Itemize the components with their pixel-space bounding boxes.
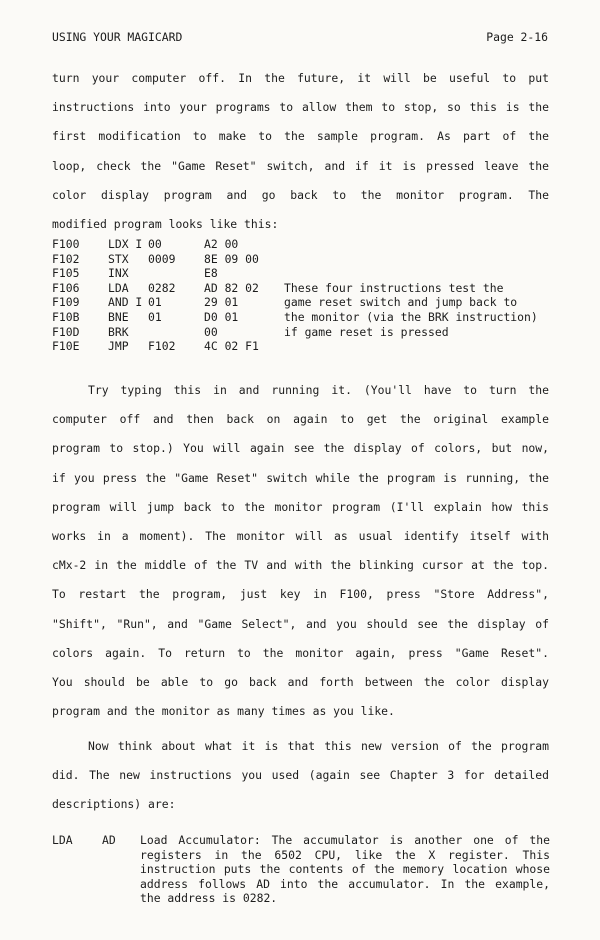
text-line: color display program and go back to the monitor program. The (52, 187, 549, 202)
text-line: did. The new instructions you used (again see Chapter 3 for detailed (52, 768, 549, 783)
text-line: You should be able to go back and forth between the color display (52, 674, 549, 689)
code-address: F105 (52, 266, 80, 281)
definition-mnemonic: LDA (52, 833, 73, 847)
code-hex: D0 01 (204, 309, 239, 324)
code-row (52, 237, 554, 252)
code-address: F10B (52, 309, 80, 324)
paragraph-1 (52, 70, 549, 245)
code-hex: A2 00 (204, 237, 239, 251)
code-note: These four instructions test the (284, 280, 504, 295)
text-line: turn your computer off. In the future, it will be useful to put (52, 71, 549, 85)
code-op: INX (108, 266, 129, 281)
code-arg: 00 (148, 237, 162, 251)
code-address: F100 (52, 237, 80, 251)
code-note (284, 237, 554, 252)
code-address: F10E (52, 339, 80, 354)
code-address: F10D (52, 324, 80, 339)
code-hex: 00 (204, 324, 218, 339)
code-op: LDA (108, 280, 129, 295)
code-op: LDX I (108, 237, 143, 251)
text-line: descriptions) are: (52, 797, 176, 812)
code-note (284, 339, 554, 354)
code-arg (148, 266, 204, 281)
code-op: BNE (108, 309, 129, 324)
text-line: cMx-2 in the middle of the TV and with the blinking cursor at the top. (52, 558, 549, 573)
code-address: F102 (52, 251, 80, 266)
code-note (284, 266, 554, 281)
code-op: JMP (108, 339, 129, 354)
text-line: colors again. To return to the monitor again, press "Game Reset". (52, 645, 549, 660)
code-hex: 8E 09 00 (204, 251, 259, 266)
code-arg (148, 325, 204, 340)
code-note: the monitor (via the BRK instruction) (284, 309, 538, 324)
code-address: F106 (52, 280, 80, 295)
text-line: works in a moment). The monitor will as usual identify itself with (52, 528, 549, 543)
text-line: program to stop.) You will again see the display of colors, but now, (52, 441, 549, 456)
definition-text: Load Accumulator: The accumulator is another one of the registers in the 6502 CPU, like the X register. This instruction puts the contents of the memory location whose address follows AD into the accumulator. In the example, the address is 0282. (140, 833, 550, 905)
definition-opcode: AD (102, 833, 116, 847)
code-hex: E8 (204, 266, 218, 281)
code-row (52, 325, 554, 340)
text-line: program and the monitor as many times as you like. (52, 704, 395, 719)
code-arg: 01 (148, 309, 162, 324)
code-arg: F102 (148, 339, 176, 354)
text-line: modified program looks like this: (52, 216, 279, 231)
code-hex: 29 01 (204, 295, 239, 310)
code-row (52, 339, 554, 354)
page-header (52, 30, 548, 46)
code-row (52, 281, 554, 296)
code-row (52, 295, 554, 310)
code-note (284, 252, 554, 267)
text-line: Try typing this in and running it. (You'll have to turn the (88, 383, 549, 397)
code-row (52, 252, 554, 267)
code-note: game reset switch and jump back to (284, 295, 518, 310)
code-address: F109 (52, 295, 80, 310)
text-line: instructions into your programs to allow them to stop, so this is the (52, 100, 549, 115)
text-line: if you press the "Game Reset" switch while the program is running, the (52, 470, 549, 485)
code-row (52, 310, 554, 325)
code-arg: 01 (148, 295, 162, 310)
code-arg: 0282 (148, 280, 176, 295)
text-line: To restart the program, just key in F100, press "Store Address", (52, 587, 549, 602)
code-hex: 4C 02 F1 (204, 339, 259, 354)
code-hex: AD 82 02 (204, 280, 259, 295)
code-note: if game reset is pressed (284, 324, 449, 339)
paragraph-2 (52, 382, 549, 732)
text-line: loop, check the "Game Reset" switch, and if it is pressed leave the (52, 158, 549, 173)
text-line: "Shift", "Run", and "Game Select", and you should see the display of (52, 616, 549, 631)
text-line: program will jump back to the monitor program (I'll explain how this (52, 499, 549, 514)
page-number: Page 2-16 (486, 30, 548, 44)
text-line: Now think about what it is that this new version of the program (88, 739, 549, 753)
code-op: AND I (108, 295, 143, 310)
text-line: computer off and then back on again to get the original example (52, 412, 549, 427)
code-op: BRK (108, 324, 129, 339)
running-title: USING YOUR MAGICARD (52, 30, 183, 44)
code-listing (52, 237, 554, 354)
code-op: STX (108, 251, 129, 266)
paragraph-3 (52, 738, 549, 826)
code-row (52, 266, 554, 281)
text-line: first modification to make to the sample program. As part of the (52, 129, 549, 144)
code-arg: 0009 (148, 251, 176, 266)
